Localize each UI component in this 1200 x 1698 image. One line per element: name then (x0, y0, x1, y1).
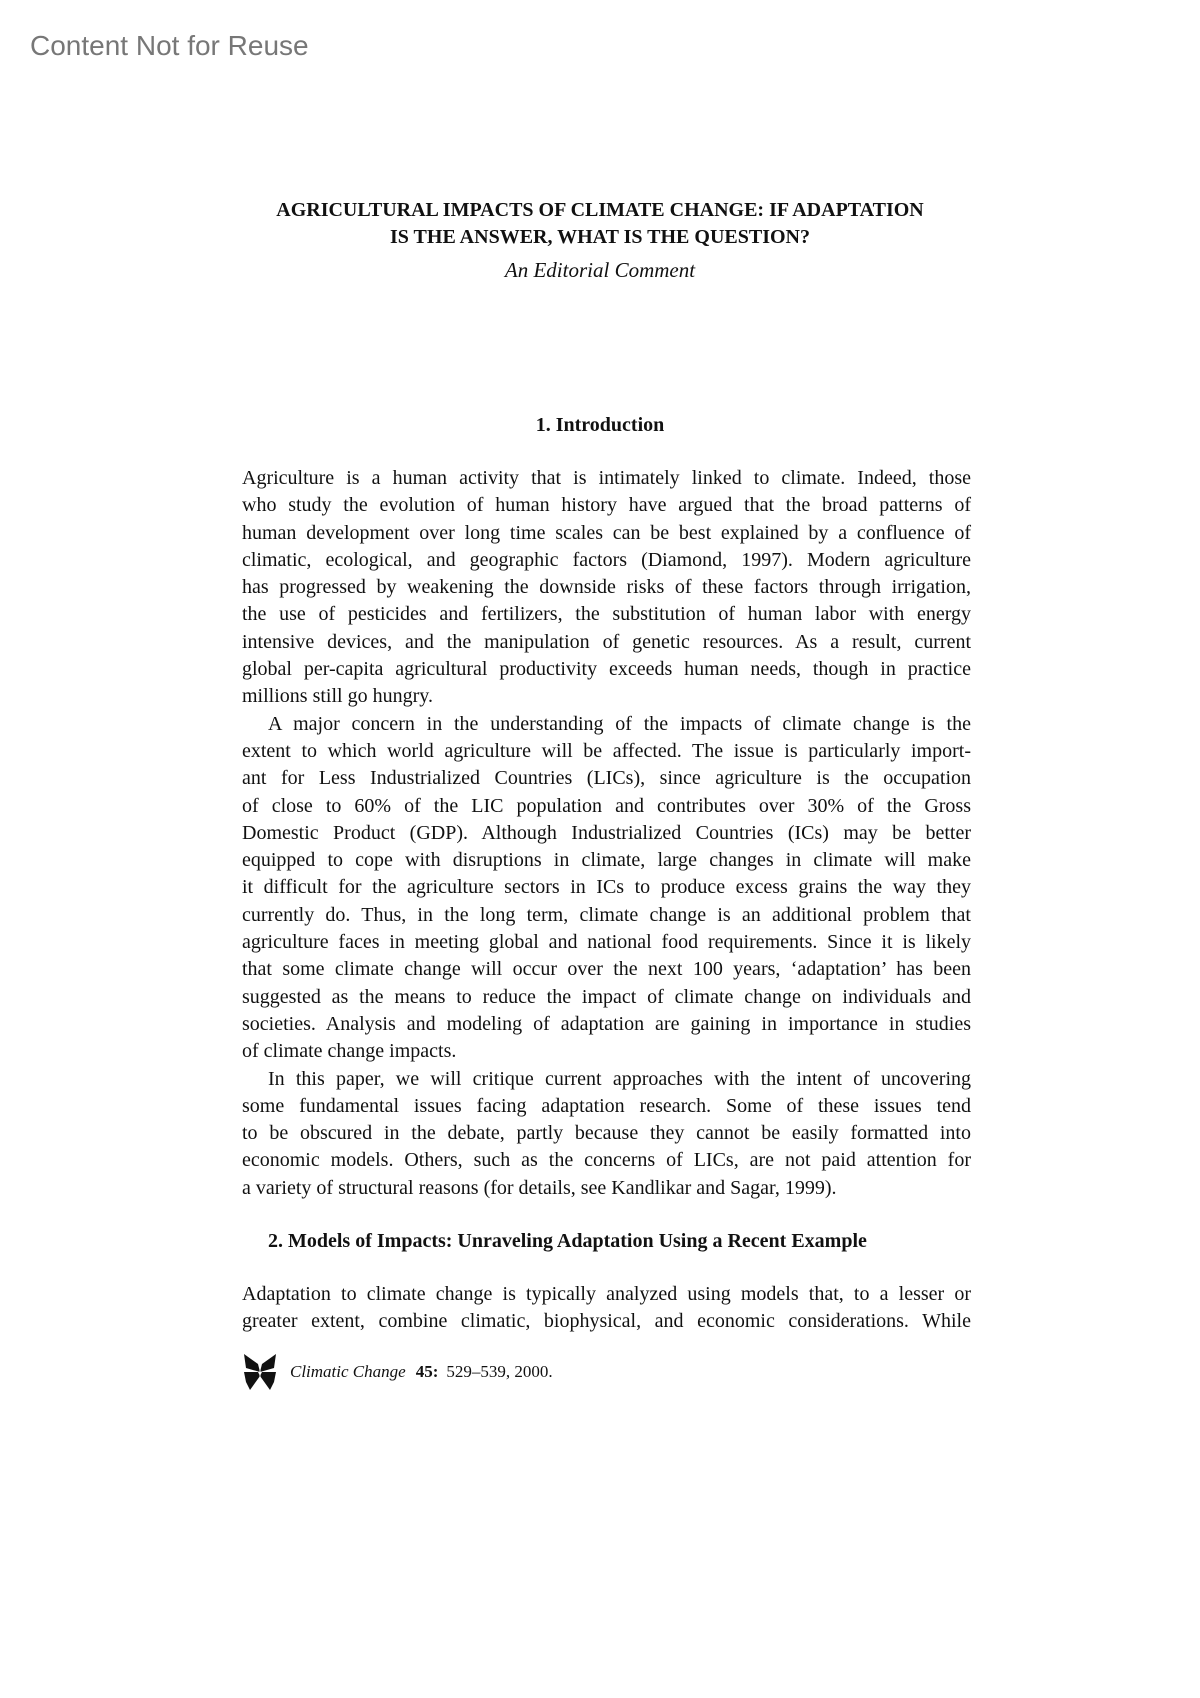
text-line: a variety of structural reasons (for details, see Kandlikar and Sagar, 1999). (242, 1176, 837, 1199)
text-line: ant for Less Industrialized Countries (LICs), since agriculture is the occupation (242, 767, 971, 790)
text-line: has progressed by weakening the downside risks of these factors through irrigation, (242, 576, 971, 599)
section-heading-models: 2. Models of Impacts: Unraveling Adaptation Using a Recent Example (268, 1230, 867, 1252)
text-line: who study the evolution of human history have argued that the broad patterns of (242, 494, 971, 517)
text-line: Domestic Product (GDP). Although Industrialized Countries (ICs) may be better (242, 821, 971, 844)
text-line: equipped to cope with disruptions in climate, large changes in climate will make (242, 849, 971, 872)
text-line: human development over long time scales can be best explained by a confluence of (242, 521, 971, 544)
text-line: global per-capita agricultural productivity exceeds human needs, though in practice (242, 658, 971, 681)
text-line: Agriculture is a human activity that is intimately linked to climate. Indeed, those (242, 467, 971, 489)
text-line: climatic, ecological, and geographic factors (Diamond, 1997). Modern agriculture (242, 548, 971, 571)
text-line: agriculture faces in meeting global and national food requirements. Since it is likely (242, 931, 971, 954)
text-line: Adaptation to climate change is typically analyzed using models that, to a lesser or (242, 1283, 971, 1305)
text-line: the use of pesticides and fertilizers, the substitution of human labor with energy (242, 603, 971, 626)
text-line: millions still go hungry. (242, 685, 433, 708)
paragraph (242, 1281, 971, 1336)
text-line: that some climate change will occur over the next 100 years, ‘adaptation’ has been (242, 958, 971, 981)
journal-footer (242, 1352, 553, 1392)
journal-pages-year: 529–539, 2000. (446, 1362, 553, 1381)
paragraph (242, 1066, 971, 1202)
text-line: In this paper, we will critique current approaches with the intent of uncovering (268, 1067, 971, 1090)
paragraph (242, 465, 971, 711)
text-line: intensive devices, and the manipulation of genetic resources. As a result, current (242, 630, 971, 653)
journal-name: Climatic Change (290, 1362, 406, 1381)
models-body (242, 1281, 971, 1336)
journal-volume: 45: (415, 1362, 439, 1381)
text-line: currently do. Thus, in the long term, climate change is an additional problem that (242, 903, 971, 926)
text-line: of close to 60% of the LIC population and contributes over 30% of the Gross (242, 794, 971, 817)
text-line: economic models. Others, such as the concerns of LICs, are not paid attention for (242, 1149, 971, 1172)
text-line: to be obscured in the debate, partly because they cannot be easily formatted into (242, 1122, 971, 1145)
introduction-body (242, 465, 971, 1202)
text-line: suggested as the means to reduce the impact of climate change on individuals and (242, 985, 971, 1008)
paragraph (242, 711, 971, 1066)
text-line: A major concern in the understanding of the impacts of climate change is the (268, 712, 971, 735)
text-line: greater extent, combine climatic, biophysical, and economic considerations. While (242, 1310, 971, 1333)
watermark: Content Not for Reuse (30, 30, 309, 61)
text-line: societies. Analysis and modeling of adaptation are gaining in importance in studies (242, 1012, 971, 1035)
title-line-2: IS THE ANSWER, WHAT IS THE QUESTION? (390, 226, 810, 248)
title-line-1: AGRICULTURAL IMPACTS OF CLIMATE CHANGE: IF ADAPTATION (276, 199, 924, 221)
text-line: it difficult for the agriculture sectors in ICs to produce excess grains the way they (242, 876, 971, 899)
text-line: of climate change impacts. (242, 1040, 457, 1063)
section-heading-introduction: 1. Introduction (535, 414, 665, 436)
article-subtitle: An Editorial Comment (504, 258, 696, 282)
article-title (0, 197, 1200, 251)
text-line: some fundamental issues facing adaptation research. Some of these issues tend (242, 1094, 971, 1117)
publisher-logo-icon (242, 1352, 278, 1392)
text-line: extent to which world agriculture will be affected. The issue is particularly import- (242, 739, 971, 762)
